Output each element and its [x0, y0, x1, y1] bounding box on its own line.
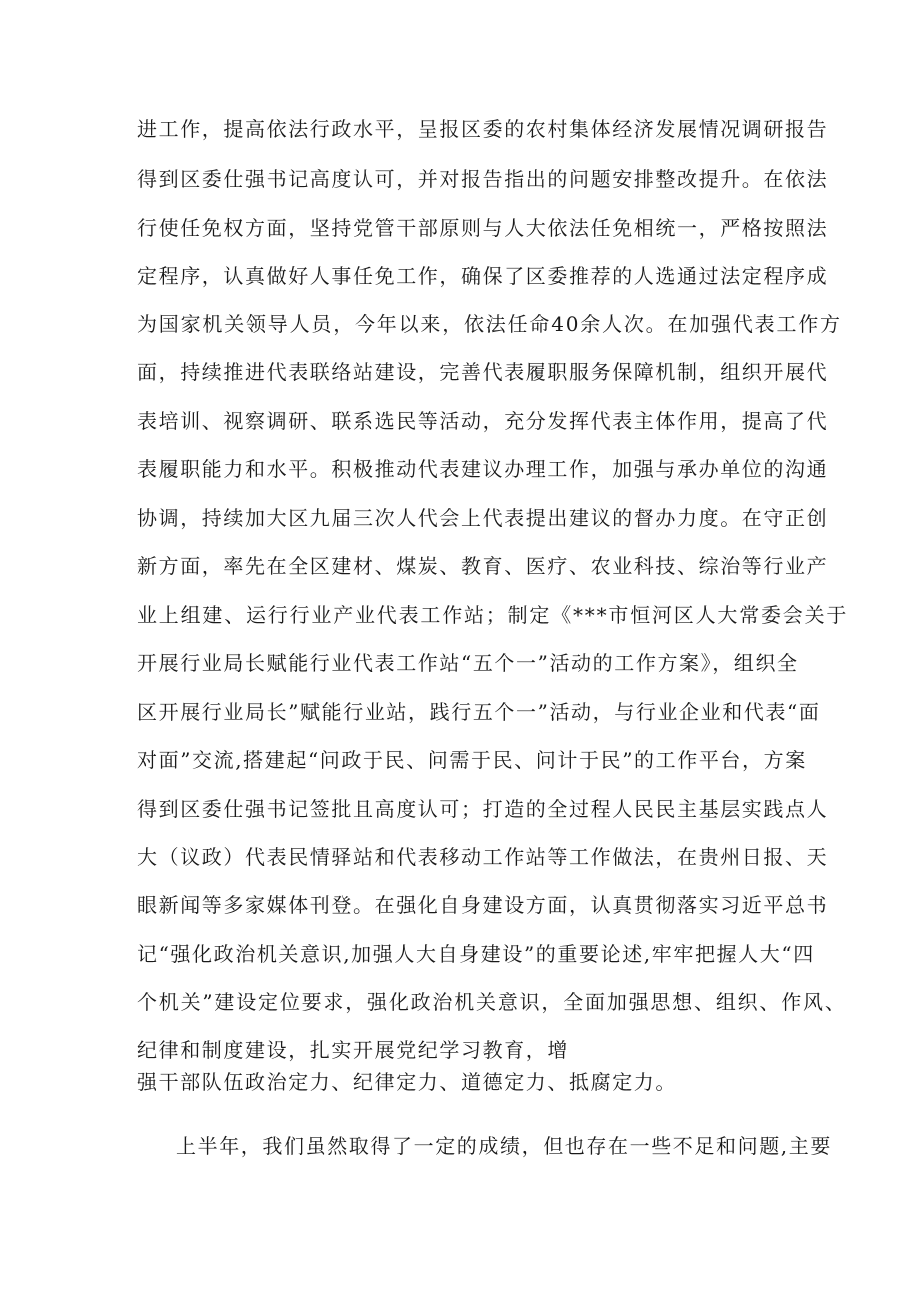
- paragraph-1-line-12: 开展行业局长赋能行业代表工作站“五个一”活动的工作方案》，组织全: [137, 651, 799, 675]
- paragraph-1-line-8: 表履职能力和水平。积极推动代表建议办理工作，加强与承办单位的沟通: [137, 457, 829, 481]
- paragraph-2-line-1: 上半年，我们虽然取得了一定的成绩，但也存在一些不足和问题,主要: [176, 1134, 832, 1158]
- paragraph-1-line-6: 面，持续推进代表联络站建设，完善代表履职服务保障机制，组织开展代: [137, 360, 829, 384]
- paragraph-1-line-4: 定程序，认真做好人事任免工作，确保了区委推荐的人选通过法定程序成: [137, 264, 829, 288]
- paragraph-1-line-9: 协调，持续加大区九届三次人代会上代表提出建议的督办力度。在守正创: [137, 506, 829, 530]
- paragraph-1-line-14: 对面”交流,搭建起“问政于民、问需于民、问计于民”的工作平台，方案: [137, 748, 807, 772]
- paragraph-1-line-16: 大（议政）代表民情驿站和代表移动工作站等工作做法，在贵州日报、天: [137, 845, 829, 869]
- paragraph-1-line-5: 为国家机关领导人员，今年以来，依法任命40余人次。在加强代表工作方: [137, 312, 842, 336]
- paragraph-1-line-7: 表培训、视察调研、联系选民等活动，充分发挥代表主体作用，提高了代: [137, 409, 829, 433]
- paragraph-1-line-18: 记“强化政治机关意识,加强人大自身建设”的重要论述,牢牢把握人大“四: [137, 942, 815, 966]
- paragraph-1-line-11: 业上组建、运行行业产业代表工作站；制定《***市恒河区人大常委会关于: [137, 603, 849, 627]
- paragraph-1-line-20: 纪律和制度建设，扎实开展党纪学习教育，增: [137, 1038, 569, 1062]
- paragraph-1-line-19: 个机关”建设定位要求，强化政治机关意识，全面加强思想、组织、作风、: [137, 990, 847, 1014]
- paragraph-1-line-15: 得到区委仕强书记签批且高度认可；打造的全过程人民民主基层实践点人: [137, 797, 829, 821]
- paragraph-1-line-10: 新方面，率先在全区建材、煤炭、教育、医疗、农业科技、综治等行业产: [137, 554, 829, 578]
- paragraph-1-line-17: 眼新闻等多家媒体刊登。在强化自身建设方面，认真贯彻落实习近平总书: [137, 893, 829, 917]
- paragraph-1-line-13: 区开展行业局长”赋能行业站，践行五个一”活动，与行业企业和代表“面: [137, 700, 821, 724]
- paragraph-1-line-1: 进工作，提高依法行政水平，呈报区委的农村集体经济发展情况调研报告: [137, 117, 829, 141]
- paragraph-1-line-3: 行使任免权方面，坚持党管干部原则与人大依法任免相统一，严格按照法: [137, 216, 829, 240]
- paragraph-1-line-2: 得到区委仕强书记高度认可，并对报告指出的问题安排整改提升。在依法: [137, 167, 829, 191]
- paragraph-1-line-21: 强干部队伍政治定力、纪律定力、道德定力、抵腐定力。: [137, 1070, 677, 1094]
